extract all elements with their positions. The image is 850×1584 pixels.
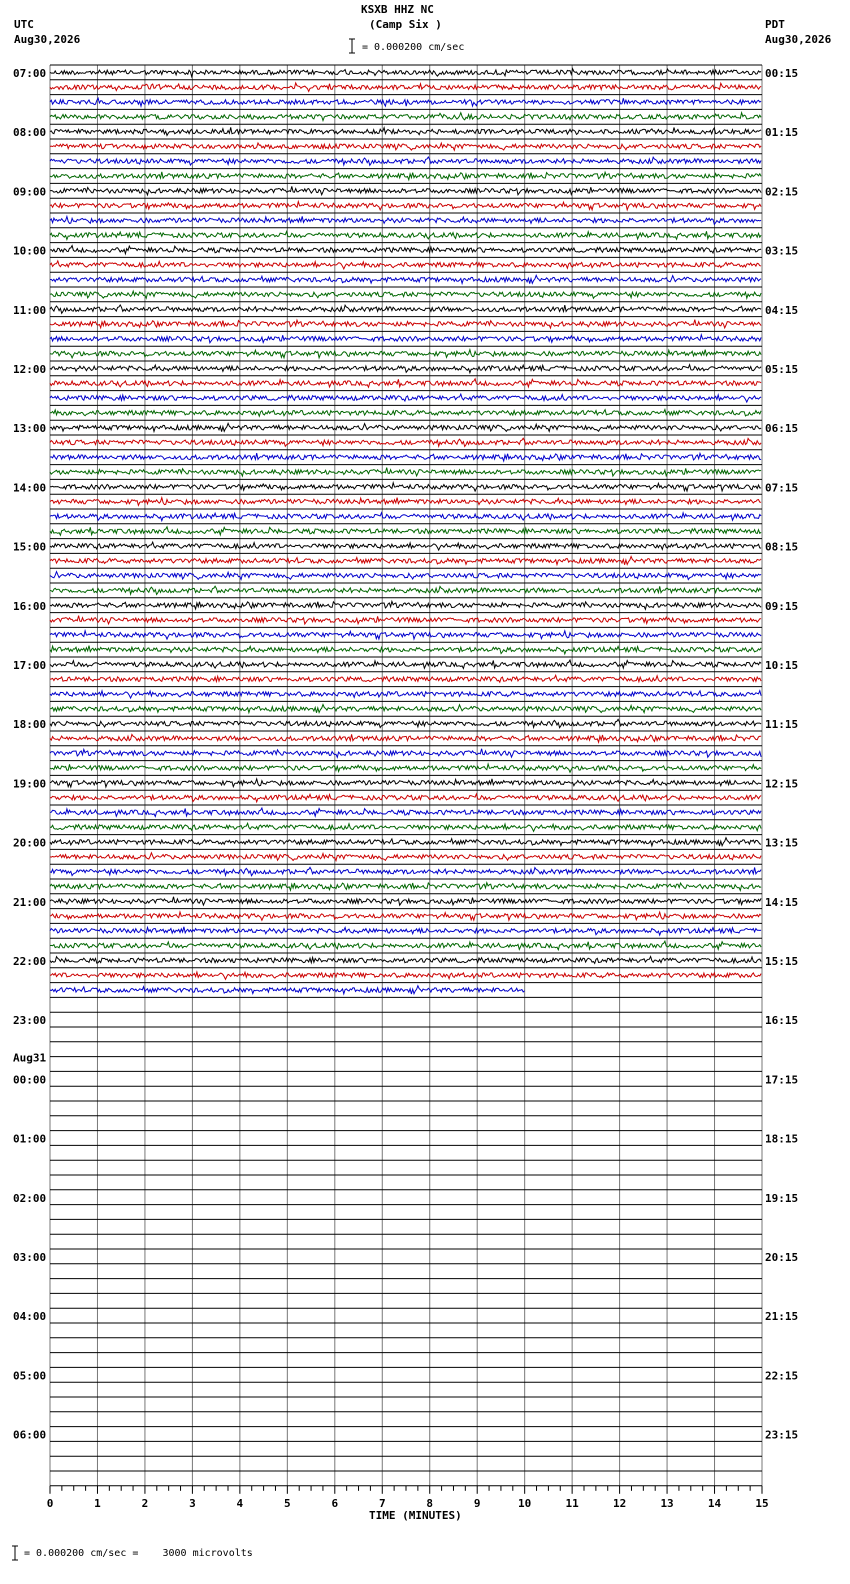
seismic-trace [50,231,761,239]
x-tick-label: 13 [660,1496,674,1510]
left-timezone: UTC [14,18,34,31]
seismic-trace [50,379,761,388]
utc-hour-label: 15:00 [13,540,47,554]
seismic-trace [50,305,761,313]
seismic-trace [50,794,761,802]
seismic-trace [50,498,761,506]
x-tick-label: 15 [755,1496,769,1510]
seismic-trace [50,172,761,180]
utc-hour-label: 16:00 [13,599,47,613]
pdt-hour-label: 17:15 [765,1073,799,1087]
pdt-hour-label: 21:15 [765,1310,799,1324]
seismic-trace [50,719,761,727]
seismic-trace [50,808,761,817]
utc-hour-label: 13:00 [13,422,47,436]
seismic-trace [50,291,761,298]
seismic-trace [50,69,761,77]
pdt-hour-label: 09:15 [765,599,799,613]
pdt-hour-label: 07:15 [765,481,799,495]
scale-text: = 0.000200 cm/sec [362,42,465,53]
x-tick-label: 0 [46,1496,54,1510]
utc-hour-label: 08:00 [13,126,47,140]
pdt-hour-label: 11:15 [765,718,799,732]
pdt-hour-label: 19:15 [765,1191,799,1205]
seismic-trace [50,127,761,135]
pdt-hour-label: 13:15 [765,836,799,850]
utc-hour-label: 19:00 [13,777,47,791]
seismic-trace [50,883,761,891]
pdt-hour-label: 02:15 [765,185,799,199]
seismic-trace [50,542,761,550]
utc-hour-label: 07:00 [13,67,47,80]
utc-hour-label: 05:00 [13,1369,47,1383]
pdt-hour-label: 00:15 [765,67,799,80]
pdt-hour-label: 10:15 [765,659,799,672]
utc-hour-label: 23:00 [13,1014,47,1028]
pdt-hour-label: 22:15 [765,1369,799,1383]
pdt-hour-label: 04:15 [765,303,799,317]
pdt-hour-label: 12:15 [765,777,799,791]
footer-scale-note: = 0.000200 cm/sec = 3000 microvolts [24,1548,253,1559]
seismic-trace [50,705,761,713]
seismic-trace [50,646,761,654]
seismic-trace [50,438,761,446]
seismic-trace [50,779,761,787]
seismic-trace [50,468,761,477]
station-title: KSXB HHZ NC [361,3,434,16]
seismic-trace [50,853,761,861]
seismic-trace [50,143,761,150]
seismic-trace [50,601,761,609]
seismic-trace [50,616,761,624]
utc-hour-label: 06:00 [13,1428,47,1442]
utc-hour-label: 03:00 [13,1251,47,1264]
x-tick-label: 4 [236,1496,244,1510]
x-tick-label: 11 [565,1496,579,1510]
utc-hour-label: 22:00 [13,955,47,968]
pdt-hour-label: 06:15 [765,422,799,436]
seismic-trace [50,527,761,536]
utc-hour-label: 17:00 [13,659,47,672]
seismic-trace [50,764,761,772]
pdt-hour-label: 08:15 [765,540,799,554]
utc-hour-label: 14:00 [13,481,47,495]
location-subtitle: (Camp Six ) [369,18,442,31]
seismic-trace [50,749,761,758]
seismic-trace [50,83,761,92]
utc-hour-label: 00:00 [13,1073,47,1087]
utc-hour-label: 09:00 [13,185,47,199]
seismic-trace [50,320,761,329]
seismic-trace [50,586,761,594]
seismic-trace [50,675,761,682]
seismic-trace [50,335,761,343]
utc-hour-label: 12:00 [13,363,47,376]
seismic-trace [50,838,761,846]
seismic-trace [50,202,761,210]
seismic-trace [50,275,761,283]
x-tick-label: 8 [426,1496,434,1510]
pdt-hour-label: 18:15 [765,1132,799,1146]
seismic-trace [50,394,761,402]
pdt-hour-label: 01:15 [765,126,799,140]
x-tick-label: 14 [707,1496,722,1510]
seismic-trace [50,98,761,106]
utc-hour-label: 10:00 [13,244,47,258]
seismic-trace [50,572,761,580]
seismic-trace [50,261,761,269]
utc-hour-label: 11:00 [13,303,47,317]
seismic-trace [50,957,761,964]
pdt-hour-label: 14:15 [765,895,799,909]
utc-hour-label: 18:00 [13,718,47,732]
seismic-trace [50,483,761,491]
seismic-trace [50,246,761,254]
x-axis-label: TIME (MINUTES) [369,1509,462,1522]
pdt-hour-label: 03:15 [765,244,799,258]
seismic-trace [50,941,761,950]
x-tick-label: 10 [518,1496,532,1510]
seismic-trace [50,365,761,373]
seismic-trace [50,410,761,417]
right-timezone: PDT [765,18,785,31]
date-change-label: Aug31 [13,1051,47,1065]
left-date: Aug30,2026 [14,33,81,46]
pdt-hour-label: 23:15 [765,1428,799,1442]
utc-hour-label: 20:00 [13,836,47,850]
seismic-trace [50,912,761,920]
right-date: Aug30,2026 [765,33,832,46]
x-tick-label: 5 [284,1496,291,1510]
utc-hour-label: 02:00 [13,1191,47,1205]
seismic-trace [50,897,761,905]
utc-hour-label: 04:00 [13,1310,47,1324]
seismic-trace [50,157,761,165]
seismic-trace [50,631,761,639]
utc-hour-label: 01:00 [13,1132,47,1146]
seismic-trace [50,867,761,875]
seismic-trace [50,423,761,431]
seismic-trace [50,113,761,121]
x-tick-label: 2 [141,1496,149,1510]
seismic-trace [50,972,761,979]
x-tick-label: 12 [612,1496,627,1510]
seismic-trace [50,513,761,521]
utc-hour-label: 21:00 [13,895,47,909]
seismic-trace [50,660,761,669]
seismic-trace [50,216,761,224]
seismic-trace [50,691,761,698]
x-tick-label: 7 [378,1496,386,1510]
pdt-hour-label: 16:15 [765,1014,799,1028]
pdt-hour-label: 05:15 [765,363,799,376]
seismic-trace [50,734,761,742]
seismic-trace [50,453,761,461]
x-tick-label: 6 [331,1496,339,1510]
pdt-hour-label: 20:15 [765,1251,799,1264]
seismic-trace [50,823,761,831]
pdt-hour-label: 15:15 [765,955,799,968]
x-tick-label: 1 [94,1496,101,1510]
seismic-trace [50,557,761,565]
seismic-trace [50,927,761,935]
seismic-trace [50,186,761,195]
x-tick-label: 9 [473,1496,481,1510]
seismic-trace [50,350,761,358]
x-tick-label: 3 [189,1496,196,1510]
